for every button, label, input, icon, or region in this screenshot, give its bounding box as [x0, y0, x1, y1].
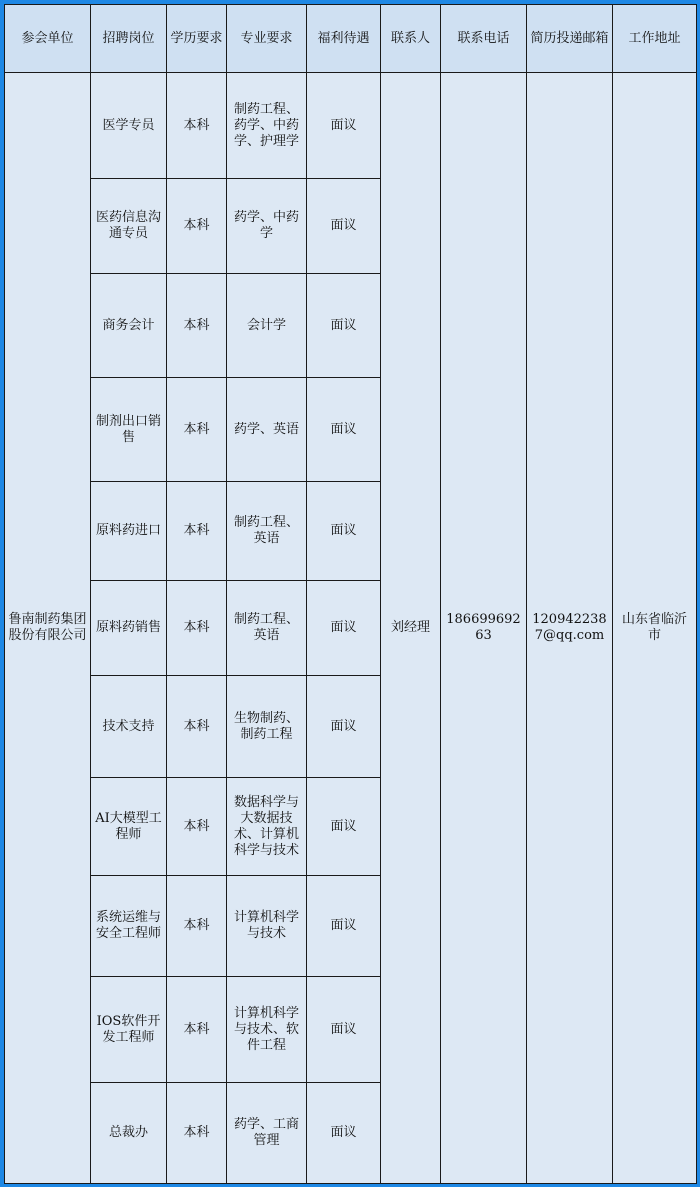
education-cell: 本科 [167, 179, 227, 274]
benefits-cell: 面议 [307, 482, 381, 581]
company-cell: 鲁南制药集团股份有限公司 [5, 73, 91, 1184]
major-cell: 计算机科学与技术 [227, 876, 307, 977]
education-cell: 本科 [167, 581, 227, 676]
education-cell: 本科 [167, 876, 227, 977]
position-cell: 商务会计 [91, 274, 167, 378]
header-education: 学历要求 [167, 5, 227, 73]
education-cell: 本科 [167, 482, 227, 581]
benefits-cell: 面议 [307, 876, 381, 977]
position-cell: 医学专员 [91, 73, 167, 179]
address-cell: 山东省临沂市 [613, 73, 697, 1184]
header-benefits: 福利待遇 [307, 5, 381, 73]
position-cell: 原料药进口 [91, 482, 167, 581]
table-frame [4, 4, 696, 1183]
major-cell: 计算机科学与技术、软件工程 [227, 977, 307, 1083]
major-cell: 药学、中药学 [227, 179, 307, 274]
major-cell: 会计学 [227, 274, 307, 378]
header-phone: 联系电话 [441, 5, 527, 73]
position-cell: 医药信息沟通专员 [91, 179, 167, 274]
benefits-cell: 面议 [307, 1083, 381, 1184]
benefits-cell: 面议 [307, 179, 381, 274]
benefits-cell: 面议 [307, 977, 381, 1083]
header-address: 工作地址 [613, 5, 697, 73]
benefits-cell: 面议 [307, 581, 381, 676]
header-company: 参会单位 [5, 5, 91, 73]
position-cell: 原料药销售 [91, 581, 167, 676]
major-cell: 制药工程、英语 [227, 581, 307, 676]
header-contact: 联系人 [381, 5, 441, 73]
benefits-cell: 面议 [307, 378, 381, 482]
header-major: 专业要求 [227, 5, 307, 73]
benefits-cell: 面议 [307, 274, 381, 378]
major-cell: 药学、英语 [227, 378, 307, 482]
phone-cell: 18669969263 [441, 73, 527, 1184]
position-cell: 制剂出口销售 [91, 378, 167, 482]
benefits-cell: 面议 [307, 676, 381, 778]
education-cell: 本科 [167, 1083, 227, 1184]
position-cell: AI大模型工程师 [91, 778, 167, 876]
position-cell: IOS软件开发工程师 [91, 977, 167, 1083]
benefits-cell: 面议 [307, 73, 381, 179]
education-cell: 本科 [167, 274, 227, 378]
header-row [5, 5, 697, 73]
education-cell: 本科 [167, 73, 227, 179]
major-cell: 制药工程、英语 [227, 482, 307, 581]
education-cell: 本科 [167, 676, 227, 778]
major-cell: 制药工程、药学、中药学、护理学 [227, 73, 307, 179]
header-email: 简历投递邮箱 [527, 5, 613, 73]
position-cell: 技术支持 [91, 676, 167, 778]
major-cell: 数据科学与大数据技术、计算机科学与技术 [227, 778, 307, 876]
major-cell: 生物制药、制药工程 [227, 676, 307, 778]
header-position: 招聘岗位 [91, 5, 167, 73]
contact-cell: 刘经理 [381, 73, 441, 1184]
education-cell: 本科 [167, 378, 227, 482]
position-cell: 系统运维与安全工程师 [91, 876, 167, 977]
major-cell: 药学、工商管理 [227, 1083, 307, 1184]
email-cell: 1209422387@qq.com [527, 73, 613, 1184]
table-row [5, 73, 697, 179]
recruitment-table [4, 4, 697, 1184]
education-cell: 本科 [167, 977, 227, 1083]
education-cell: 本科 [167, 778, 227, 876]
benefits-cell: 面议 [307, 778, 381, 876]
position-cell: 总裁办 [91, 1083, 167, 1184]
